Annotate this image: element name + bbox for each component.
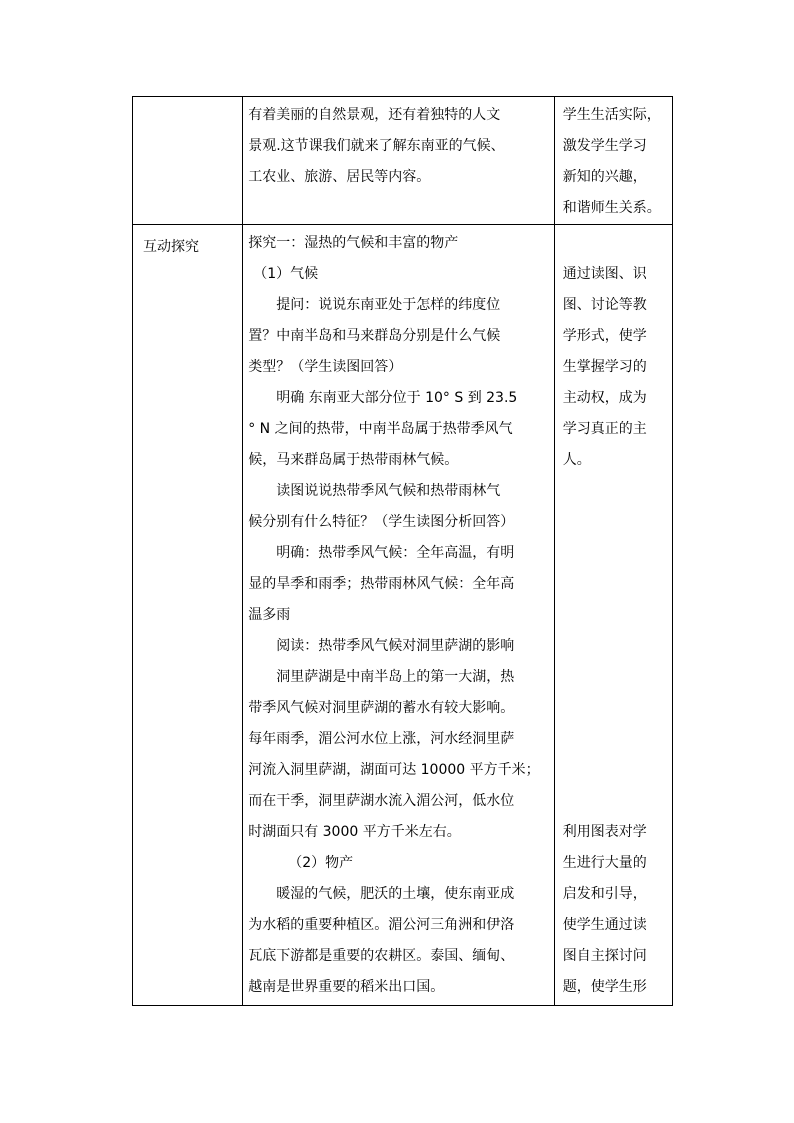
content-cell-explore [243,225,555,1006]
lesson-plan-table [132,96,673,1006]
intent-line: 生掌握学习的 [562,359,647,375]
content-line: 为水稻的重要种植区。湄公河三角洲和伊洛 [248,917,515,933]
intent-line: 利用图表对学 [562,824,647,840]
intent-line: 激发学生学习 [562,138,647,154]
spacer [563,724,670,755]
content-line: 温多雨 [248,607,291,623]
content-line: 时湖面只有 3000 平方千米左右。 [248,824,461,840]
subsection-heading: （2）物产 [288,855,354,871]
intent-cell-explore [554,225,672,1006]
content-line: 越南是世界重要的稻米出口国。 [248,979,445,995]
step-label [133,97,242,104]
spacer [563,693,670,724]
intent-line: 图、讨论等教 [562,297,647,313]
content-line: 明确：热带季风气候：全年高温，有明 [276,545,515,561]
content-line: 暖湿的气候，肥沃的土壤，使东南亚成 [276,886,515,902]
intent-line: 启发和引导， [562,886,647,902]
intent-line: 新知的兴趣， [562,169,647,185]
content-cell-intro [243,97,555,225]
step-label: 互动探究 [143,239,199,255]
content-line: ° N 之间的热带，中南半岛属于热带季风气 [248,421,513,437]
step-cell-intro [133,97,243,225]
spacer [563,569,670,600]
intent-line: 学生生活实际， [562,107,661,123]
spacer [563,507,670,538]
content-line: 明确 东南亚大部分位于 10° S 到 23.5 [276,390,518,406]
spacer [563,786,670,817]
content-line: 洞里萨湖是中南半岛上的第一大湖，热 [276,669,515,685]
content-line: 显的旱季和雨季；热带雨林风气候：全年高 [248,576,515,592]
content-line: 候，马来群岛属于热带雨林气候。 [248,452,459,468]
spacer [563,662,670,693]
content-line: 带季风气候对洞里萨湖的蓄水有较大影响。 [248,700,515,716]
intent-line: 和谐师生关系。 [562,200,661,216]
content-line: 候分别有什么特征？（学生读图分析回答） [248,514,515,530]
intent-line: 图自主探讨问 [562,948,647,964]
content-line: 置？中南半岛和马来群岛分别是什么气候 [248,328,501,344]
intent-line: 学习真正的主 [562,421,647,437]
content-line: 阅读：热带季风气候对洞里萨湖的影响 [276,638,515,654]
intent-line: 通过读图、识 [562,266,647,282]
intent-line: 题，使学生形 [562,979,647,995]
intent-line: 学形式，使学 [562,328,647,344]
content-line: 瓦底下游都是重要的农耕区。泰国、缅甸、 [248,948,515,964]
spacer [563,538,670,569]
table-row-explore [133,225,673,1006]
section-heading: 探究一：湿热的气候和丰富的物产 [248,235,459,251]
content-line: 而在干季，洞里萨湖水流入湄公河，低水位 [248,793,515,809]
intent-line: 使学生通过读 [562,917,647,933]
spacer [563,600,670,631]
intent-line: 主动权，成为 [562,390,647,406]
spacer [563,755,670,786]
content-line: 景观.这节课我们就来了解东南亚的气候、 [248,138,505,154]
spacer [563,228,670,259]
content-line: 每年雨季，湄公河水位上涨，河水经洞里萨 [248,731,515,747]
content-line: 提问：说说东南亚处于怎样的纬度位 [276,297,501,313]
spacer [563,476,670,507]
content-line: 有着美丽的自然景观，还有着独特的人文 [248,107,501,123]
content-line: 工农业、旅游、居民等内容。 [248,169,431,185]
subsection-heading: （1）气候 [253,266,319,282]
content-line: 读图说说热带季风气候和热带雨林气 [276,483,501,499]
intent-cell-intro [554,97,672,225]
step-cell-explore [133,225,243,1006]
spacer [563,631,670,662]
content-line: 河流入洞里萨湖，湖面可达 10000 平方千米； [248,762,540,778]
intent-line: 人。 [562,452,591,468]
table-row-intro [133,97,673,225]
content-line: 类型？（学生读图回答） [248,359,403,375]
intent-line: 生进行大量的 [562,855,647,871]
